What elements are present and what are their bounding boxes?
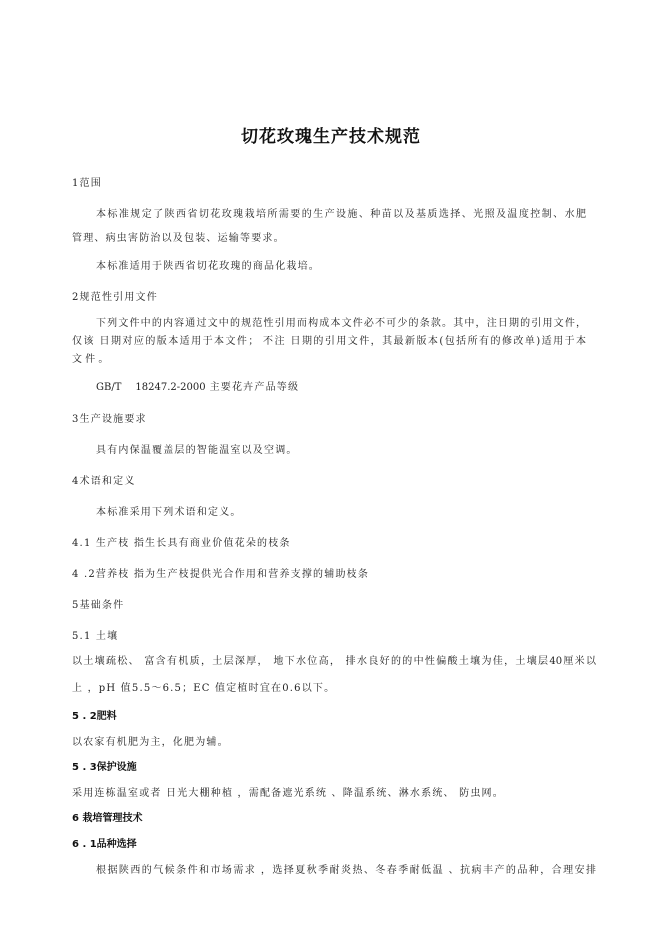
section-5-2-heading: 5 . 2肥料 (72, 711, 117, 722)
section-2-paragraph-line-1: 下列文件中的内容通过文中的规范性引用而构成本文件必不可少的条款。其中，注日期的引用文件， (96, 318, 586, 329)
section-2-heading: 2规范性引用文件 (72, 292, 158, 303)
section-6-1-heading: 6 . 1品种选择 (72, 839, 137, 850)
section-4-heading: 4术语和定义 (72, 476, 136, 487)
section-1-heading: 1范围 (72, 178, 102, 189)
reference-standard-number: 18247.2-2000 (135, 382, 206, 393)
section-5-1-line-2: 上 ，pH 值5.5～6.5；EC 值定植时宜在0.6以下。 (72, 683, 336, 694)
reference-standard-title: 主要花卉产品等级 (209, 382, 300, 393)
section-1-paragraph-1-line-2: 管理、病虫害防治以及包装、运输等要求。 (72, 233, 285, 244)
document-title: 切花玫瑰生产技术规范 (241, 127, 421, 147)
section-5-3-heading: 5 . 3保护设施 (72, 762, 137, 773)
section-5-3-paragraph: 采用连栋温室或者 日光大棚种植 ，需配备遮光系统 、降温系统、淋水系统、 防虫网。 (72, 788, 504, 799)
section-5-heading: 5基础条件 (72, 600, 125, 611)
section-2-paragraph-line-3: 文 件 。 (72, 354, 109, 365)
normative-reference (96, 381, 299, 394)
section-3-heading: 3生产设施要求 (72, 414, 147, 425)
term-4-1: 4.1 生产枝 指生长具有商业价值花朵的枝条 (72, 538, 291, 549)
term-4-2: 4 .2营养枝 指为生产枝提供光合作用和营养支撑的辅助枝条 (72, 569, 370, 580)
section-1-paragraph-2: 本标准适用于陕西省切花玫瑰的商品化栽培。 (96, 261, 320, 272)
reference-standard-code: GB/T (96, 382, 122, 393)
section-3-paragraph: 具有内保温覆盖层的智能温室以及空调。 (96, 445, 298, 456)
section-6-heading: 6 栽培管理技术 (72, 813, 143, 824)
section-1-paragraph-1-line-1: 本标准规定了陕西省切花玫瑰栽培所需要的生产设施、种苗以及基质选择、光照及温度控制、水肥 (96, 209, 586, 220)
section-5-2-paragraph: 以农家有机肥为主，化肥为辅。 (72, 737, 229, 748)
section-6-1-line-1: 根据陕西的气候条件和市场需求 ，选择夏秋季耐炎热、冬春季耐低温 、抗病丰产的品种，合理安排 (96, 865, 596, 876)
section-4-paragraph: 本标准采用下列术语和定义。 (96, 507, 242, 518)
section-5-1-heading: 5.1 土壤 (72, 631, 119, 642)
section-5-1-line-1: 以土壤疏松、 富含有机质，土层深厚， 地下水位高， 排水良好的的中性偏酸土壤为佳，土壤层40厘米以 (72, 656, 596, 667)
section-2-paragraph-line-2: 仅该 日期对应的版本适用于本文件； 不注 日期的引用文件，其最新版本(包括所有的修改单)适用于本 (72, 336, 586, 347)
